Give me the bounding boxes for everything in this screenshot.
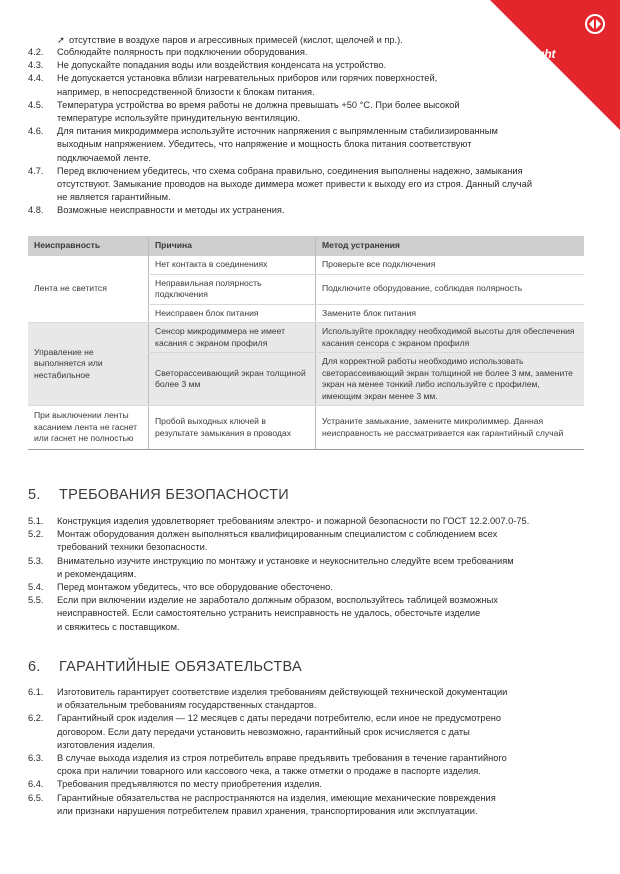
table-cell-fix: Устраните замыкание, замените микролиммер. Данная неисправность не рассматривается как гарантийный случай [316, 406, 585, 450]
list-item-line: Перед монтажом убедитесь, что все оборудование обесточено. [57, 582, 333, 592]
list-item-number: 5.3. [28, 555, 44, 566]
section5-number: 5. [28, 487, 41, 503]
list-item [28, 555, 588, 581]
list-item [28, 792, 588, 818]
list-item-text [57, 752, 588, 778]
list-item [28, 204, 588, 217]
section5-heading: ТРЕБОВАНИЯ БЕЗОПАСНОСТИ [59, 487, 289, 503]
list-item [28, 581, 588, 594]
list-item [28, 46, 588, 59]
list-item-text [57, 778, 588, 791]
table-header-fix: Метод устранения [316, 236, 585, 256]
list-item-number: 4.8. [28, 205, 44, 216]
list-item-line: Возможные неисправности и методы их устранения. [57, 205, 285, 216]
list-item [28, 72, 588, 98]
table-cell-fault: Управление не выполняется или нестабильное [28, 323, 149, 406]
intro-bullet-text: отсутствие в воздухе паров и агрессивных примесей (кислот, щелочей и пр.). [69, 35, 403, 45]
list-item-line: Гарантийные обязательства не распространяются на изделия, имеющие механические повреждения [57, 792, 496, 803]
list-item-line: Требования предъявляются по месту приобретения изделия. [57, 779, 323, 790]
list-item-text [57, 72, 588, 98]
list-item-line: выходным напряжением. Убедитесь, что напряжение и мощность блока питания соответствуют [57, 139, 472, 150]
list-item [28, 712, 588, 752]
list-item-line: подключаемой ленте. [57, 152, 151, 163]
list-item [28, 752, 588, 778]
list-item-number: 4.7. [28, 165, 44, 176]
table-header-cause: Причина [149, 236, 316, 256]
list-item-line: Изготовитель гарантирует соответствие изделия требованиям действующей технической документации [57, 687, 508, 697]
list-item-number: 6.3. [28, 753, 44, 763]
list-item [28, 515, 588, 528]
list-item-text [57, 581, 588, 594]
list-item-text [57, 594, 588, 634]
list-item-line: Конструкция изделия удовлетворяет требованиям электро- и пожарной безопасности по ГОСТ 12.2.007.0-75. [57, 516, 530, 526]
list-item-text [57, 555, 588, 581]
list-item-number: 5.1. [28, 516, 44, 526]
table-cell-cause: Нет контакта в соединениях [149, 256, 316, 274]
table-cell-fault: Лента не светится [28, 256, 149, 323]
list-item-number: 6.4. [28, 779, 44, 790]
list-item-line: Для питания микродиммера используйте источник напряжения с выпрямленным стабилизированным [57, 126, 498, 137]
list-item-line: температуре используйте принудительную вентиляцию. [57, 113, 301, 123]
section6-title [28, 659, 302, 675]
table-cell-fault: При выключении ленты касанием лента не гаснет или гаснет не полностью [28, 406, 149, 450]
list-item-line: неисправностей. Если самостоятельно устранить неисправность не удалось, обесточьте изделие [57, 608, 481, 619]
list-item-text [57, 59, 588, 72]
list-item-number: 4.4. [28, 73, 44, 84]
list-item-line: Внимательно изучите инструкцию по монтажу и установке и неукоснительно следуйте всем требованиям [57, 555, 514, 566]
section5-title [28, 487, 289, 503]
list-item-number: 4.6. [28, 126, 44, 137]
list-item-line: В случае выхода изделия из строя потребитель вправе предъявить требования в течение гарантийного [57, 753, 507, 763]
table-cell-fix: Для корректной работы необходимо использовать светорассеивающий экран толщиной не более 3 мм, замените экран на менее тонкий либо используйте с профилем, имеющим экран менее 3 мм. [316, 353, 585, 406]
table-cell-fix: Используйте прокладку необходимой высоты для обеспечения касания сенсора с экраном профиля [316, 323, 585, 353]
list-item-number: 5.2. [28, 529, 44, 540]
list-item-text [57, 46, 588, 59]
list-item [28, 528, 588, 554]
list-item [28, 125, 588, 165]
list-item-line: и свяжитесь с поставщиком. [57, 621, 180, 632]
list-item-number: 4.5. [28, 99, 44, 110]
list-item [28, 59, 588, 72]
list-item-line: например, в непосредственной близости к блокам питания. [57, 86, 315, 97]
list-item-line: Температура устройства во время работы не должна превышать +50 °C. При более высокой [57, 99, 460, 110]
list-item-number: 6.5. [28, 792, 44, 803]
list-item-number: 5.4. [28, 582, 44, 592]
list-item-line: и обязательным требованиям государственных стандартов. [57, 700, 317, 711]
list-item-line: не является гарантийным. [57, 192, 171, 203]
table-header-row [28, 236, 584, 256]
list-item-number: 6.1. [28, 687, 44, 697]
arrow-bullet-icon: ➚ [57, 35, 65, 45]
table-cell-cause: Светорассеивающий экран толщиной более 3 мм [149, 353, 316, 406]
list-item-text [57, 204, 588, 217]
list-item-line: договором. Если дату передачи установить невозможно, гарантийный срок исчисляется с даты [57, 726, 470, 737]
list-item-line: и рекомендациям. [57, 568, 137, 579]
list-item-line: или признаки нарушения потребителем правил хранения, транспортирования или эксплуатации. [57, 805, 478, 816]
fault-table-body [28, 256, 584, 450]
table-row [28, 256, 584, 274]
list-item-number: 5.5. [28, 595, 44, 606]
list-item [28, 686, 588, 712]
list-item-text [57, 792, 588, 818]
list-item-line: Не допускается установка вблизи нагревательных приборов или горячих поверхностей, [57, 73, 438, 84]
list-item-line: Соблюдайте полярность при подключении оборудования. [57, 47, 308, 57]
list-item-line: требований техники безопасности. [57, 542, 208, 553]
list-item-number: 6.2. [28, 713, 44, 724]
table-row [28, 406, 584, 450]
list-item-text [57, 99, 588, 125]
list-item [28, 778, 588, 791]
list-item-line: Перед включением убедитесь, что схема собрана правильно, соединения выполнены надежно, замыкания [57, 165, 523, 176]
list-item-line: Гарантийный срок изделия — 12 месяцев с даты передачи потребителю, если иное не предусмотрено [57, 713, 502, 724]
list-item [28, 165, 588, 205]
list-item-text [57, 125, 588, 165]
table-cell-fix: Подключите оборудование, соблюдая полярность [316, 274, 585, 304]
list-item [28, 99, 588, 125]
table-row [28, 323, 584, 353]
table-cell-cause: Пробой выходных ключей в результате замыкания в проводах [149, 406, 316, 450]
table-cell-fix: Замените блок питания [316, 304, 585, 323]
list-item-line: изготовления изделия. [57, 739, 155, 750]
brand-logo-text: arlight [520, 47, 556, 61]
list-item-text [57, 528, 588, 554]
list-item-line: срока при наличии товарного или кассового чека, а также отметки о продаже в паспорте изделия. [57, 766, 481, 777]
list-item-text [57, 686, 588, 712]
fault-table [28, 236, 584, 450]
list-item-text [57, 515, 588, 528]
table-cell-cause: Сенсор микродиммера не имеет касания с экраном профиля [149, 323, 316, 353]
list-item-number: 4.3. [28, 60, 44, 71]
section6-number: 6. [28, 659, 41, 675]
list-item-line: Не допускайте попадания воды или воздействия конденсата на устройство. [57, 60, 387, 71]
section6-heading: ГАРАНТИЙНЫЕ ОБЯЗАТЕЛЬСТВА [59, 659, 302, 675]
table-cell-cause: Неисправен блок питания [149, 304, 316, 323]
list-item-line: Если при включении изделие не заработало должным образом, воспользуйтесь таблицей возможных [57, 595, 498, 606]
table-header-fault: Неисправность [28, 236, 149, 256]
table-cell-cause: Неправильная полярность подключения [149, 274, 316, 304]
list-item-line: отсутствуют. Замыкание проводов на выходе диммера может привести к выходу его из строя. Данный случай [57, 179, 533, 189]
list-item-text [57, 712, 588, 752]
table-cell-fix: Проверьте все подключения [316, 256, 585, 274]
list-item-line: Монтаж оборудования должен выполняться квалифицированным специалистом с соблюдением всех [57, 529, 498, 540]
list-item [28, 594, 588, 634]
list-item-text [57, 165, 588, 205]
list-item-number: 4.2. [28, 47, 44, 57]
